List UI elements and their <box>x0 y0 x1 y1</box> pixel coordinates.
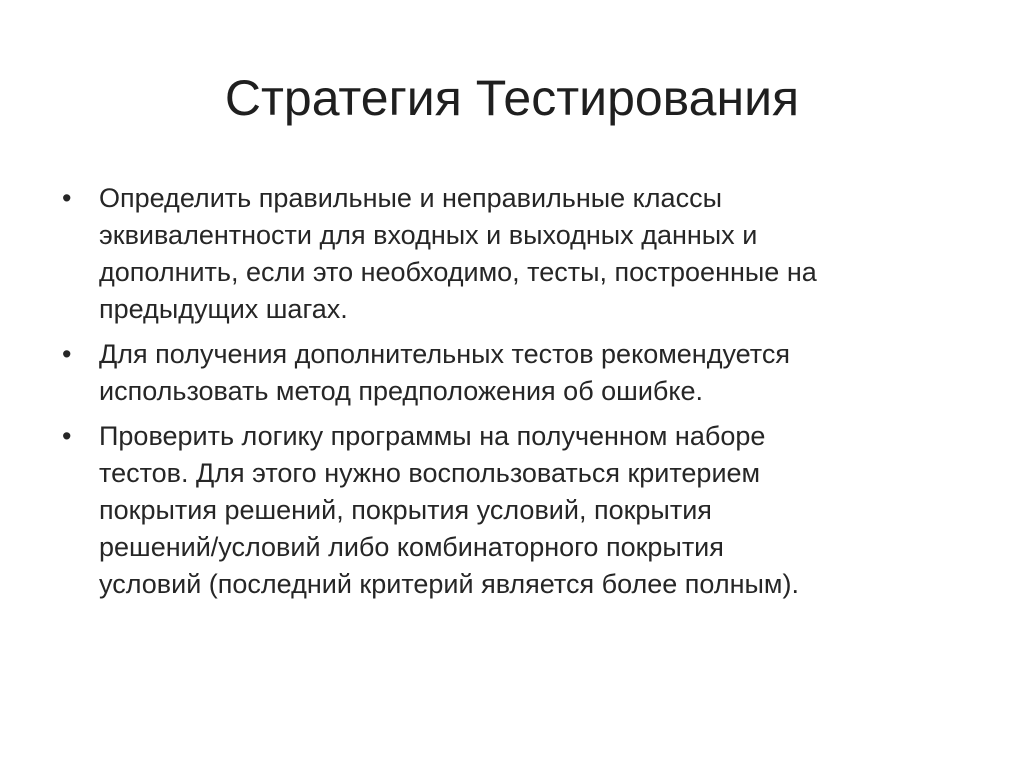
bullet-icon: • <box>62 339 72 369</box>
bullet-item-1 <box>62 180 962 328</box>
bullet-list <box>62 180 962 611</box>
bullet-line: Определить правильные и неправильные классы <box>99 183 722 213</box>
slide-title: Стратегия Тестирования <box>224 70 800 126</box>
bullet-line: Проверить логику программы на полученном наборе <box>99 421 766 451</box>
bullet-line: дополнить, если это необходимо, тесты, построенные на <box>99 257 817 287</box>
bullet-line: эквивалентности для входных и выходных данных и <box>99 220 758 250</box>
bullet-line: Для получения дополнительных тестов рекомендуется <box>99 339 790 369</box>
bullet-item-2 <box>62 336 962 410</box>
bullet-icon: • <box>62 183 72 213</box>
bullet-icon: • <box>62 421 72 451</box>
bullet-line: тестов. Для этого нужно воспользоваться критерием <box>99 458 761 488</box>
bullet-line: предыдущих шагах. <box>99 294 348 324</box>
bullet-line: решений/условий либо комбинаторного покрытия <box>99 532 724 562</box>
bullet-item-3 <box>62 418 962 603</box>
bullet-line: условий (последний критерий является более полным). <box>99 569 799 599</box>
bullet-line: использовать метод предположения об ошибке. <box>99 376 704 406</box>
bullet-line: покрытия решений, покрытия условий, покрытия <box>99 495 712 525</box>
